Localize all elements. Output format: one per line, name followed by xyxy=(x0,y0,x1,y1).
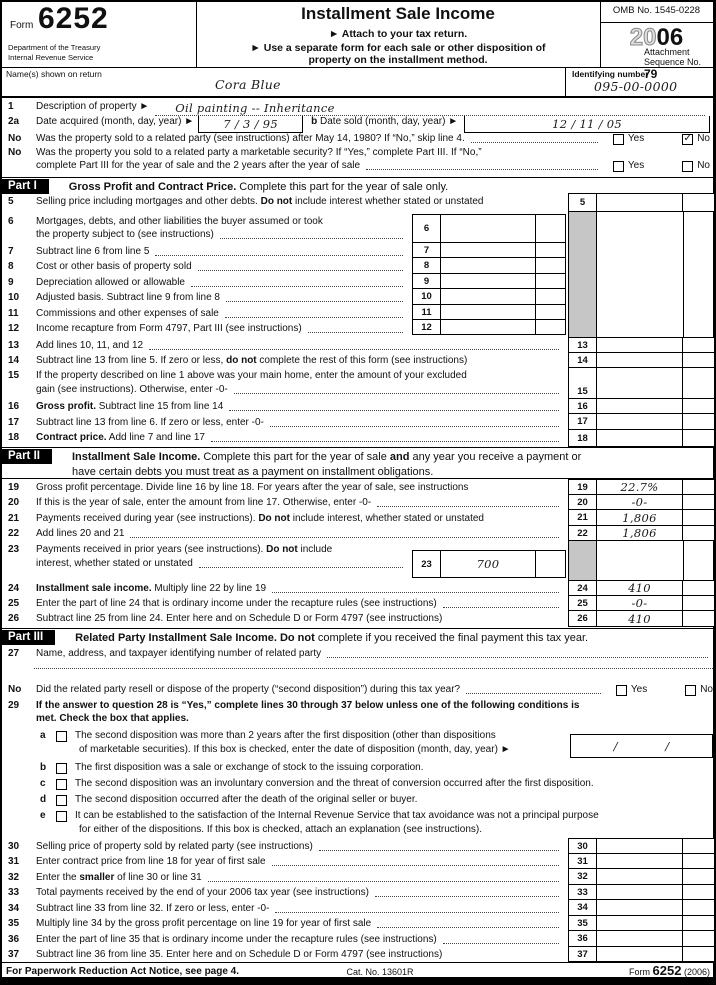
line-29: 29 If the answer to question 28 is “Yes,” complete lines 30 through 37 below unless one of the following conditions is xyxy=(8,700,580,711)
box-5: 5 xyxy=(568,193,714,212)
line-32: 32 Enter the smaller of line 30 or line 31 xyxy=(8,872,564,885)
amount-field-22[interactable]: 1,806 xyxy=(597,526,683,540)
cents-field-19[interactable] xyxy=(683,480,714,494)
line-24: 24 Installment sale income. Multiply line 22 by line 19 xyxy=(8,583,564,596)
disposition-date-value: / / xyxy=(613,739,670,753)
line-37: 37 Subtract line 36 from line 35. Enter here and on Schedule D or Form 4797 (see instructions) xyxy=(8,949,443,960)
cents-field-20[interactable] xyxy=(683,495,714,509)
line-29b: b The first disposition was a sale or exchange of stock to the issuing corporation. xyxy=(40,762,424,773)
tax-year: 06 xyxy=(656,24,684,51)
amount-field-10[interactable] xyxy=(441,289,536,304)
cents-field-14[interactable] xyxy=(683,353,714,367)
line-29c: c The second disposition was an involuntary conversion and the threat of conversion occurred after the first disposition. xyxy=(40,778,594,789)
page-border-bottom xyxy=(0,977,716,985)
line-18: 18 Contract price. Add line 7 and line 17 xyxy=(8,432,564,445)
line-36: 36 Enter the part of line 35 that is ordinary income under the recapture rules (see instructions) xyxy=(8,934,564,947)
line29b-checkbox[interactable] xyxy=(56,763,67,774)
part3-bar xyxy=(2,628,713,646)
box-13: 13 xyxy=(568,337,714,353)
tax-year-outline: 20 xyxy=(629,24,657,51)
box-17: 17 xyxy=(568,414,714,430)
form-title: Installment Sale Income xyxy=(301,4,495,23)
line-22: 22 Add lines 20 and 21 xyxy=(8,528,564,541)
disposition-date-field[interactable] xyxy=(570,734,713,758)
part2-bar xyxy=(2,447,713,480)
amount-field-5[interactable] xyxy=(597,194,683,211)
line-29a: a The second disposition was more than 2 years after the first disposition (other than dispositions xyxy=(40,730,496,741)
amount-field-37[interactable] xyxy=(597,947,683,961)
cents-field-15[interactable] xyxy=(683,368,714,398)
line-20: 20 If this is the year of sale, enter the amount from line 17. Otherwise, enter -0- xyxy=(8,497,564,510)
box-23: 23 700 xyxy=(412,550,566,578)
amount-field-13[interactable] xyxy=(597,338,683,352)
box-25: 25 -0- xyxy=(568,596,714,611)
amount-field-23[interactable]: 700 xyxy=(441,551,536,577)
part2-heading: Installment Sale Income. Complete this part for the year of sale and any year you receive a payment or have certain debts you must treat as a payment on installment obligations. xyxy=(71,451,582,478)
cents-field-26[interactable] xyxy=(683,611,714,626)
line-29e-cont: for either of the dispositions. If this box is checked, attach an explanation (see instructions). xyxy=(79,824,482,835)
amount-field-34[interactable] xyxy=(597,900,683,915)
line1-label: Description of property ► xyxy=(36,101,150,112)
cents-field-16[interactable] xyxy=(683,399,714,413)
cents-field-18[interactable] xyxy=(683,430,714,446)
line28-yes-label: Yes xyxy=(630,684,648,695)
amount-field-24[interactable]: 410 xyxy=(597,581,683,595)
line-28: No Did the related party resell or dispose of the property (“second disposition”) during this tax year? Yes No xyxy=(8,684,713,695)
line-21: 21 Payments received during year (see instructions). Do not include interest, whether stated or unstated xyxy=(8,513,484,524)
line-23-cont: interest, whether stated or unstated xyxy=(36,558,408,571)
line-19: 19 Gross profit percentage. Divide line 16 by line 18. For years after the year of sale, see instructions xyxy=(8,482,469,493)
line3-no-checkbox[interactable] xyxy=(682,134,693,145)
check-mark-icon: ✓ xyxy=(683,133,692,145)
separate-note-line2: property on the installment method. xyxy=(308,54,488,66)
part1-tag: Part I xyxy=(2,179,49,194)
omb-number: OMB No. 1545-0228 xyxy=(612,5,701,16)
cents-field-24[interactable] xyxy=(683,581,714,595)
cents-field-7[interactable] xyxy=(536,243,565,257)
box-19: 19 22.7% xyxy=(568,479,714,495)
box-34: 34 xyxy=(568,900,714,916)
form-number: 6252 xyxy=(38,2,109,35)
box-14: 14 xyxy=(568,353,714,368)
line-3: No Was the property sold to a related party (see instructions) after May 14, 1980? If “No,” skip line 4. Yes ✓ No xyxy=(8,133,710,145)
amount-field-36[interactable] xyxy=(597,931,683,946)
line-6-cont: the property subject to (see instructions) xyxy=(36,229,408,242)
part1-heading: Gross Profit and Contract Price. Complete this part for the year of sale only. xyxy=(68,181,449,193)
box-32: 32 xyxy=(568,869,714,885)
line4-text-2: complete Part III for the year of sale and the 2 years after the year of sale xyxy=(36,160,361,171)
line-14: 14 Subtract line 13 from line 5. If zero or less, do not complete the rest of this form (see instructions) xyxy=(8,355,468,366)
line-29d: d The second disposition occurred after the death of the original seller or buyer. xyxy=(40,794,418,805)
line-9: 9 Depreciation allowed or allowable xyxy=(8,277,408,290)
amount-field-33[interactable] xyxy=(597,885,683,899)
line-26: 26 Subtract line 25 from line 24. Enter here and on Schedule D or Form 4797 (see instructions) xyxy=(8,613,443,624)
footer-form-id: Form 6252 (2006) xyxy=(629,963,710,978)
line-12: 12 Income recapture from Form 4797, Part III (see instructions) xyxy=(8,323,408,336)
cents-field-10[interactable] xyxy=(536,289,565,304)
cents-field-36[interactable] xyxy=(683,931,714,946)
cents-field-32[interactable] xyxy=(683,869,714,884)
amount-field-31[interactable] xyxy=(597,854,683,868)
amount-field-17[interactable] xyxy=(597,414,683,429)
date-sold-label: b Date sold (month, day, year) ► xyxy=(311,116,459,127)
identifying-number-value[interactable]: 095-00-0000 xyxy=(594,79,678,94)
amount-field-7[interactable] xyxy=(441,243,536,257)
related-party-field-1[interactable] xyxy=(327,657,708,658)
shaded-column-part2 xyxy=(568,541,597,580)
cents-field-17[interactable] xyxy=(683,414,714,429)
cents-field-31[interactable] xyxy=(683,854,714,868)
cents-field-11[interactable] xyxy=(536,305,565,319)
box-20: 20 -0- xyxy=(568,495,714,510)
part3-heading: Related Party Installment Sale Income. Do not complete if you received the final payment this tax year. xyxy=(75,632,589,644)
line-31: 31 Enter contract price from line 18 for year of first sale xyxy=(8,856,564,869)
line-1: 1 Description of property ► Oil painting -- Inheritance xyxy=(8,101,710,119)
cents-divider-part1-gap xyxy=(683,212,684,337)
line-25: 25 Enter the part of line 24 that is ordinary income under the recapture rules (see instructions) xyxy=(8,598,564,611)
separate-note-line1: ► Use a separate form for each sale or other disposition of xyxy=(250,42,546,54)
line-6: 6 Mortgages, debts, and other liabilities the buyer assumed or took xyxy=(8,216,323,227)
cents-divider-part2-gap xyxy=(683,541,684,580)
box-22: 22 1,806 xyxy=(568,526,714,541)
line-11: 11 Commissions and other expenses of sale xyxy=(8,308,408,321)
amount-field-12[interactable] xyxy=(441,320,536,334)
amount-field-25[interactable]: -0- xyxy=(597,596,683,610)
line-27: 27 Name, address, and taxpayer identifying number of related party xyxy=(8,648,713,661)
related-party-field-2[interactable] xyxy=(34,661,713,669)
line3-text: Was the property sold to a related party (see instructions) after May 14, 1980? If “No,” skip line 4. xyxy=(36,133,465,144)
identifying-number-label: Identifying number xyxy=(572,69,649,79)
line4-yes-label: Yes xyxy=(627,160,645,171)
attach-note: ► Attach to your tax return. xyxy=(328,28,468,40)
amount-field-16[interactable] xyxy=(597,399,683,413)
amount-field-19[interactable]: 22.7% xyxy=(597,480,683,494)
shaded-column-part1 xyxy=(568,212,597,337)
line-35: 35 Multiply line 34 by the gross profit percentage on line 19 for year of first sale xyxy=(8,918,564,931)
line-16: 16 Gross profit. Subtract line 15 from line 14 xyxy=(8,401,564,414)
line-23: 23 Payments received in prior years (see instructions). Do not include xyxy=(8,544,333,555)
line4-yes-checkbox[interactable] xyxy=(613,161,624,172)
part3-tag: Part III xyxy=(2,630,55,645)
amount-field-20[interactable]: -0- xyxy=(597,495,683,509)
cents-field-8[interactable] xyxy=(536,258,565,273)
line29e-checkbox[interactable] xyxy=(56,811,67,822)
cents-field-22[interactable] xyxy=(683,526,714,540)
line29d-checkbox[interactable] xyxy=(56,795,67,806)
date-acquired-value: 7 / 3 / 95 xyxy=(223,116,278,131)
amount-field-32[interactable] xyxy=(597,869,683,884)
line3-no-label: No xyxy=(697,133,710,144)
line-15: 15 If the property described on line 1 above was your main home, enter the amount of your excluded xyxy=(8,370,467,381)
line-17: 17 Subtract line 13 from line 6. If zero or less, enter -0- xyxy=(8,417,564,430)
line-15-cont: gain (see instructions). Otherwise, enter -0- xyxy=(36,384,564,397)
dept-line2: Internal Revenue Service xyxy=(8,53,94,62)
sequence-label: Sequence No. 79 xyxy=(644,57,702,81)
dept-line1: Department of the Treasury xyxy=(8,43,101,52)
box-35: 35 xyxy=(568,916,714,931)
omb-divider xyxy=(600,22,713,23)
cents-field-21[interactable] xyxy=(683,510,714,525)
amount-field-6[interactable] xyxy=(441,215,536,242)
cents-field-25[interactable] xyxy=(683,596,714,610)
inner-table-6-12: 6 7 8 9 10 11 12 xyxy=(412,214,566,335)
amount-field-35[interactable] xyxy=(597,916,683,930)
line-10: 10 Adjusted basis. Subtract line 9 from line 8 xyxy=(8,292,408,305)
id-cell-divider xyxy=(565,67,566,96)
amount-field-26[interactable]: 410 xyxy=(597,611,683,626)
line29a-checkbox[interactable] xyxy=(56,731,67,742)
form-label: Form xyxy=(10,20,34,31)
amount-field-11[interactable] xyxy=(441,305,536,319)
box-30: 30 xyxy=(568,838,714,854)
cents-field-23[interactable] xyxy=(536,551,565,577)
box-21: 21 1,806 xyxy=(568,510,714,526)
date-acquired-field[interactable] xyxy=(198,116,303,133)
amount-field-14[interactable] xyxy=(597,353,683,367)
box-33: 33 xyxy=(568,885,714,900)
cents-field-30[interactable] xyxy=(683,839,714,853)
attachment-label: Attachment xyxy=(644,47,690,57)
sequence-number: 79 xyxy=(644,67,658,81)
amount-field-30[interactable] xyxy=(597,839,683,853)
box-36: 36 xyxy=(568,931,714,947)
property-description-value: Oil painting -- Inheritance xyxy=(175,101,335,115)
line-7: 7 Subtract line 6 from line 5 xyxy=(8,246,408,259)
box-37: 37 xyxy=(568,947,714,962)
amount-field-9[interactable] xyxy=(441,274,536,288)
line-33: 33 Total payments received by the end of your 2006 tax year (see instructions) xyxy=(8,887,564,900)
box-31: 31 xyxy=(568,854,714,869)
amount-field-21[interactable]: 1,806 xyxy=(597,510,683,525)
amount-field-8[interactable] xyxy=(441,258,536,273)
line-29-cont: met. Check the box that applies. xyxy=(36,713,189,724)
date-acquired-label: Date acquired (month, day, year) ► xyxy=(36,116,195,127)
box-26: 26 410 xyxy=(568,611,714,627)
amount-field-18[interactable] xyxy=(597,430,683,446)
cents-field-12[interactable] xyxy=(536,320,565,334)
box-18: 18 xyxy=(568,430,714,447)
cents-field-34[interactable] xyxy=(683,900,714,915)
line28-yes-checkbox[interactable] xyxy=(616,685,627,696)
line3-yes-checkbox[interactable] xyxy=(613,134,624,145)
catalog-number: Cat. No. 13601R xyxy=(346,967,414,977)
line-4: No Was the property you sold to a related party a marketable security? If “Yes,” complete Part III. If “No,” xyxy=(8,147,482,158)
line-13: 13 Add lines 10, 11, and 12 xyxy=(8,340,564,353)
cents-field-5[interactable] xyxy=(683,194,714,211)
line-4-cont xyxy=(36,160,710,173)
line-30: 30 Selling price of property sold by related party (see instructions) xyxy=(8,841,564,854)
page-border-left xyxy=(0,0,2,985)
line-8: 8 Cost or other basis of property sold xyxy=(8,261,408,274)
box-16: 16 xyxy=(568,399,714,414)
amount-field-15[interactable] xyxy=(597,368,683,398)
line-5: 5 Selling price including mortgages and other debts. Do not include interest whether stated or unstated xyxy=(8,196,484,207)
name-label: Name(s) shown on return xyxy=(6,69,102,79)
cents-field-35[interactable] xyxy=(683,916,714,930)
date-sold-field[interactable] xyxy=(464,116,710,133)
line-34: 34 Subtract line 33 from line 32. If zero or less, enter -0- xyxy=(8,903,564,916)
line4-no-label: No xyxy=(697,160,710,171)
line-29e: e It can be established to the satisfaction of the Internal Revenue Service that tax avoidance was not a principal purpose xyxy=(40,810,599,821)
line4-no-checkbox[interactable] xyxy=(682,161,693,172)
box-24: 24 410 xyxy=(568,580,714,596)
line3-yes-label: Yes xyxy=(627,133,645,144)
line-2: 2a Date acquired (month, day, year) ► 7 / 3 / 95 b Date sold (month, day, year) ► 12 / 11 / 05 xyxy=(8,116,710,133)
box-15: 15 xyxy=(568,368,714,399)
date-sold-value: 12 / 11 / 05 xyxy=(552,116,622,131)
cents-field-6[interactable] xyxy=(536,215,565,242)
line28-no-label: No xyxy=(700,684,713,695)
property-description-field[interactable] xyxy=(155,101,705,116)
name-value[interactable]: Cora Blue xyxy=(215,77,281,92)
part2-tag: Part II xyxy=(2,449,52,464)
line28-no-checkbox[interactable] xyxy=(685,685,696,696)
cents-field-13[interactable] xyxy=(683,338,714,352)
cents-field-9[interactable] xyxy=(536,274,565,288)
line29c-checkbox[interactable] xyxy=(56,779,67,790)
cents-field-37[interactable] xyxy=(683,947,714,961)
paperwork-notice: For Paperwork Reduction Act Notice, see page 4. xyxy=(6,966,240,977)
line-29a-cont: of marketable securities). If this box is checked, enter the date of disposition (month, day, year) ► xyxy=(79,744,511,755)
line4-text-1: Was the property you sold to a related party a marketable security? If “Yes,” complete Part III. If “No,” xyxy=(36,147,482,158)
cents-field-33[interactable] xyxy=(683,885,714,899)
